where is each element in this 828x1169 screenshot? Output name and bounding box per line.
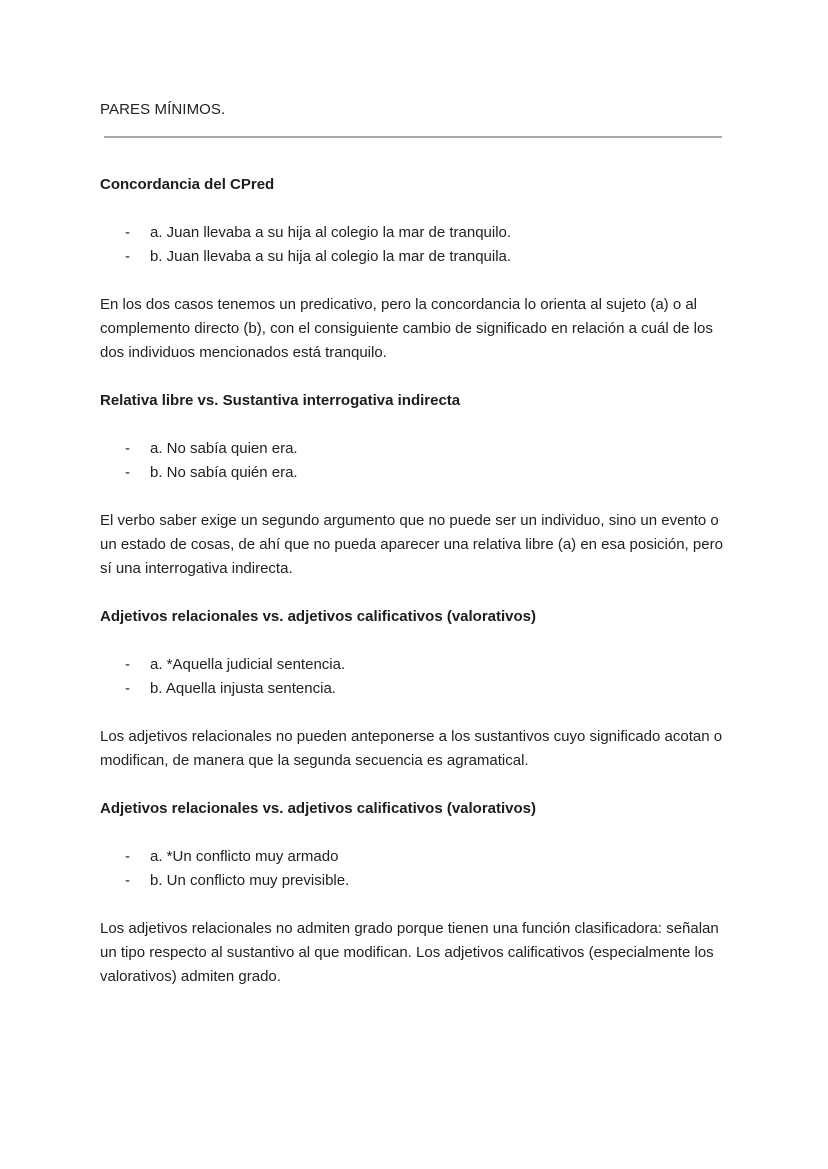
list-dash: - <box>125 248 130 265</box>
explanation-paragraph: En los dos casos tenemos un predicativo, pero la concordancia lo orienta al sujeto (a) o al complemento directo (b), con el consiguiente cambio de significado en relación a cuál de los dos individuos mencionados está tranquilo. <box>100 296 713 361</box>
explanation-paragraph: El verbo saber exige un segundo argumento que no puede ser un individuo, sino un evento o un estado de cosas, de ahí que no pueda aparecer una relativa libre (a) en esa posición, pero sí una interrogativa indirecta. <box>100 512 723 577</box>
section-heading: Adjetivos relacionales vs. adjetivos calificativos (valorativos) <box>100 800 537 817</box>
section-heading: Relativa libre vs. Sustantiva interrogativa indirecta <box>100 392 461 409</box>
example-text: a. *Aquella judicial sentencia. <box>150 656 346 673</box>
horizontal-rule <box>104 136 722 138</box>
example-text: b. No sabía quién era. <box>150 464 298 481</box>
list-dash: - <box>125 464 130 481</box>
list-dash: - <box>125 224 130 241</box>
example-text: a. Juan llevaba a su hija al colegio la mar de tranquilo. <box>150 224 512 241</box>
document-page <box>100 98 728 989</box>
example-text: a. *Un conflicto muy armado <box>150 848 339 865</box>
example-item <box>100 245 728 269</box>
example-item <box>100 845 728 869</box>
document-title: PARES MÍNIMOS. <box>100 101 226 118</box>
example-list <box>100 437 728 485</box>
example-text: a. No sabía quien era. <box>150 440 298 457</box>
example-item <box>100 461 728 485</box>
example-text: b. Aquella injusta sentencia. <box>150 680 336 697</box>
example-list <box>100 653 728 701</box>
example-text: b. Un conflicto muy previsible. <box>150 872 350 889</box>
example-item <box>100 653 728 677</box>
section-heading: Adjetivos relacionales vs. adjetivos calificativos (valorativos) <box>100 608 537 625</box>
explanation-paragraph: Los adjetivos relacionales no pueden anteponerse a los sustantivos cuyo significado acotan o modifican, de manera que la segunda secuencia es agramatical. <box>100 728 723 769</box>
example-text: b. Juan llevaba a su hija al colegio la mar de tranquila. <box>150 248 512 265</box>
list-dash: - <box>125 872 130 889</box>
example-item <box>100 437 728 461</box>
example-item <box>100 221 728 245</box>
list-dash: - <box>125 680 130 697</box>
list-dash: - <box>125 848 130 865</box>
example-item <box>100 677 728 701</box>
list-dash: - <box>125 440 130 457</box>
explanation-paragraph: Los adjetivos relacionales no admiten grado porque tienen una función clasificadora: señalan un tipo respecto al sustantivo al que modifican. Los adjetivos calificativos (especialmente los valorativos) admiten grado. <box>100 920 719 985</box>
list-dash: - <box>125 656 130 673</box>
example-list <box>100 221 728 269</box>
example-list <box>100 845 728 893</box>
section-heading: Concordancia del CPred <box>100 176 275 193</box>
example-item <box>100 869 728 893</box>
